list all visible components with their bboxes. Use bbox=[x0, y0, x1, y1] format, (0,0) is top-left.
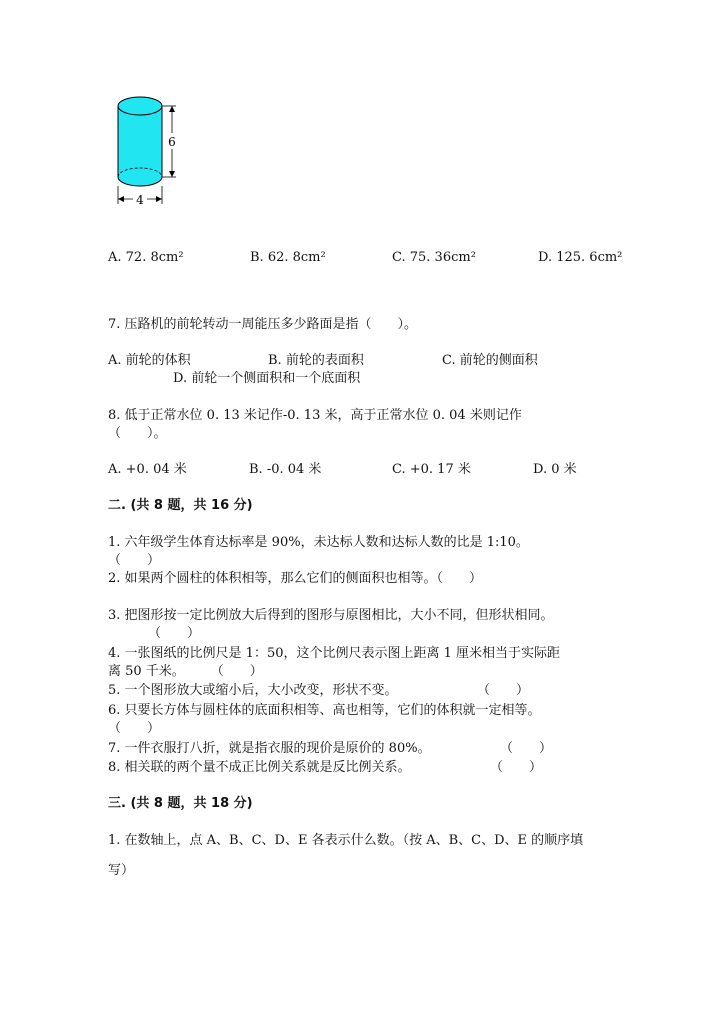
q7-option-a[interactable]: A. 前轮的体积 bbox=[108, 353, 191, 368]
s3-q1-text-cont: 写） bbox=[108, 863, 135, 878]
q6-option-b[interactable]: B. 62. 8cm² bbox=[250, 250, 326, 265]
q6-option-d[interactable]: D. 125. 6cm² bbox=[538, 250, 623, 265]
q7-option-b[interactable]: B. 前轮的表面积 bbox=[268, 353, 364, 368]
q7-option-d[interactable]: D. 前轮一个侧面积和一个底面积 bbox=[173, 371, 361, 386]
s2-q5-text: 5. 一个图形放大或缩小后，大小改变，形状不变。 bbox=[108, 683, 398, 698]
s2-q1-text: 1. 六年级学生体育达标率是 90%，未达标人数和达标人数的比是 1:10。 bbox=[108, 535, 529, 550]
q7-stem: 7. 压路机的前轮转动一周能压多少路面是指（ ）。 bbox=[108, 317, 418, 332]
s2-q3-answer[interactable]: （ ） bbox=[148, 626, 201, 641]
s2-q4-text: 4. 一张图纸的比例尺是 1：50，这个比例尺表示图上距离 1 厘米相当于实际距 bbox=[108, 646, 561, 661]
section2-heading: 二. (共 8 题，共 16 分) bbox=[108, 498, 253, 513]
s2-q8-answer[interactable]: （ ） bbox=[490, 760, 543, 775]
s2-q6-answer[interactable]: （ ） bbox=[108, 721, 161, 736]
s2-q5-answer[interactable]: （ ） bbox=[477, 683, 530, 698]
s2-q6-text: 6. 只要长方体与圆柱体的底面积相等、高也相等，它们的体积就一定相等。 bbox=[108, 703, 541, 718]
q8-stem-line2: （ ）。 bbox=[108, 426, 167, 441]
diameter-label: 4 bbox=[136, 193, 144, 207]
q8-option-c[interactable]: C. +0. 17 米 bbox=[392, 462, 471, 477]
s3-q1-text: 1. 在数轴上，点 A、B、C、D、E 各表示什么数。（按 A、B、C、D、E 的顺序填 bbox=[108, 833, 584, 848]
q8-option-d[interactable]: D. 0 米 bbox=[533, 462, 577, 477]
q8-stem-line1: 8. 低于正常水位 0. 13 米记作-0. 13 米，高于正常水位 0. 04 米则记作 bbox=[108, 408, 522, 423]
q6-option-c[interactable]: C. 75. 36cm² bbox=[392, 250, 476, 265]
q6-option-a[interactable]: A. 72. 8cm² bbox=[108, 250, 184, 265]
q8-option-b[interactable]: B. -0. 04 米 bbox=[249, 462, 322, 477]
s2-q8-text: 8. 相关联的两个量不成正比例关系就是反比例关系。 bbox=[108, 760, 411, 775]
q8-option-a[interactable]: A. +0. 04 米 bbox=[108, 462, 187, 477]
cylinder-figure bbox=[100, 82, 190, 212]
s2-q7-text: 7. 一件衣服打八折，就是指衣服的现价是原价的 80%。 bbox=[108, 741, 431, 756]
s2-q1-answer[interactable]: （ ） bbox=[108, 553, 161, 568]
s2-q7-answer[interactable]: （ ） bbox=[500, 741, 553, 756]
s2-q2-text: 2. 如果两个圆柱的体积相等，那么它们的侧面积也相等。（ ） bbox=[108, 571, 483, 586]
q7-option-c[interactable]: C. 前轮的侧面积 bbox=[442, 353, 538, 368]
s2-q3-text: 3. 把图形按一定比例放大后得到的图形与原图相比，大小不同，但形状相同。 bbox=[108, 608, 554, 623]
height-label: 6 bbox=[168, 135, 176, 149]
s2-q4-text-cont: 离 50 千米。 （ ） bbox=[108, 664, 263, 679]
section3-heading: 三. (共 8 题，共 18 分) bbox=[108, 796, 253, 811]
